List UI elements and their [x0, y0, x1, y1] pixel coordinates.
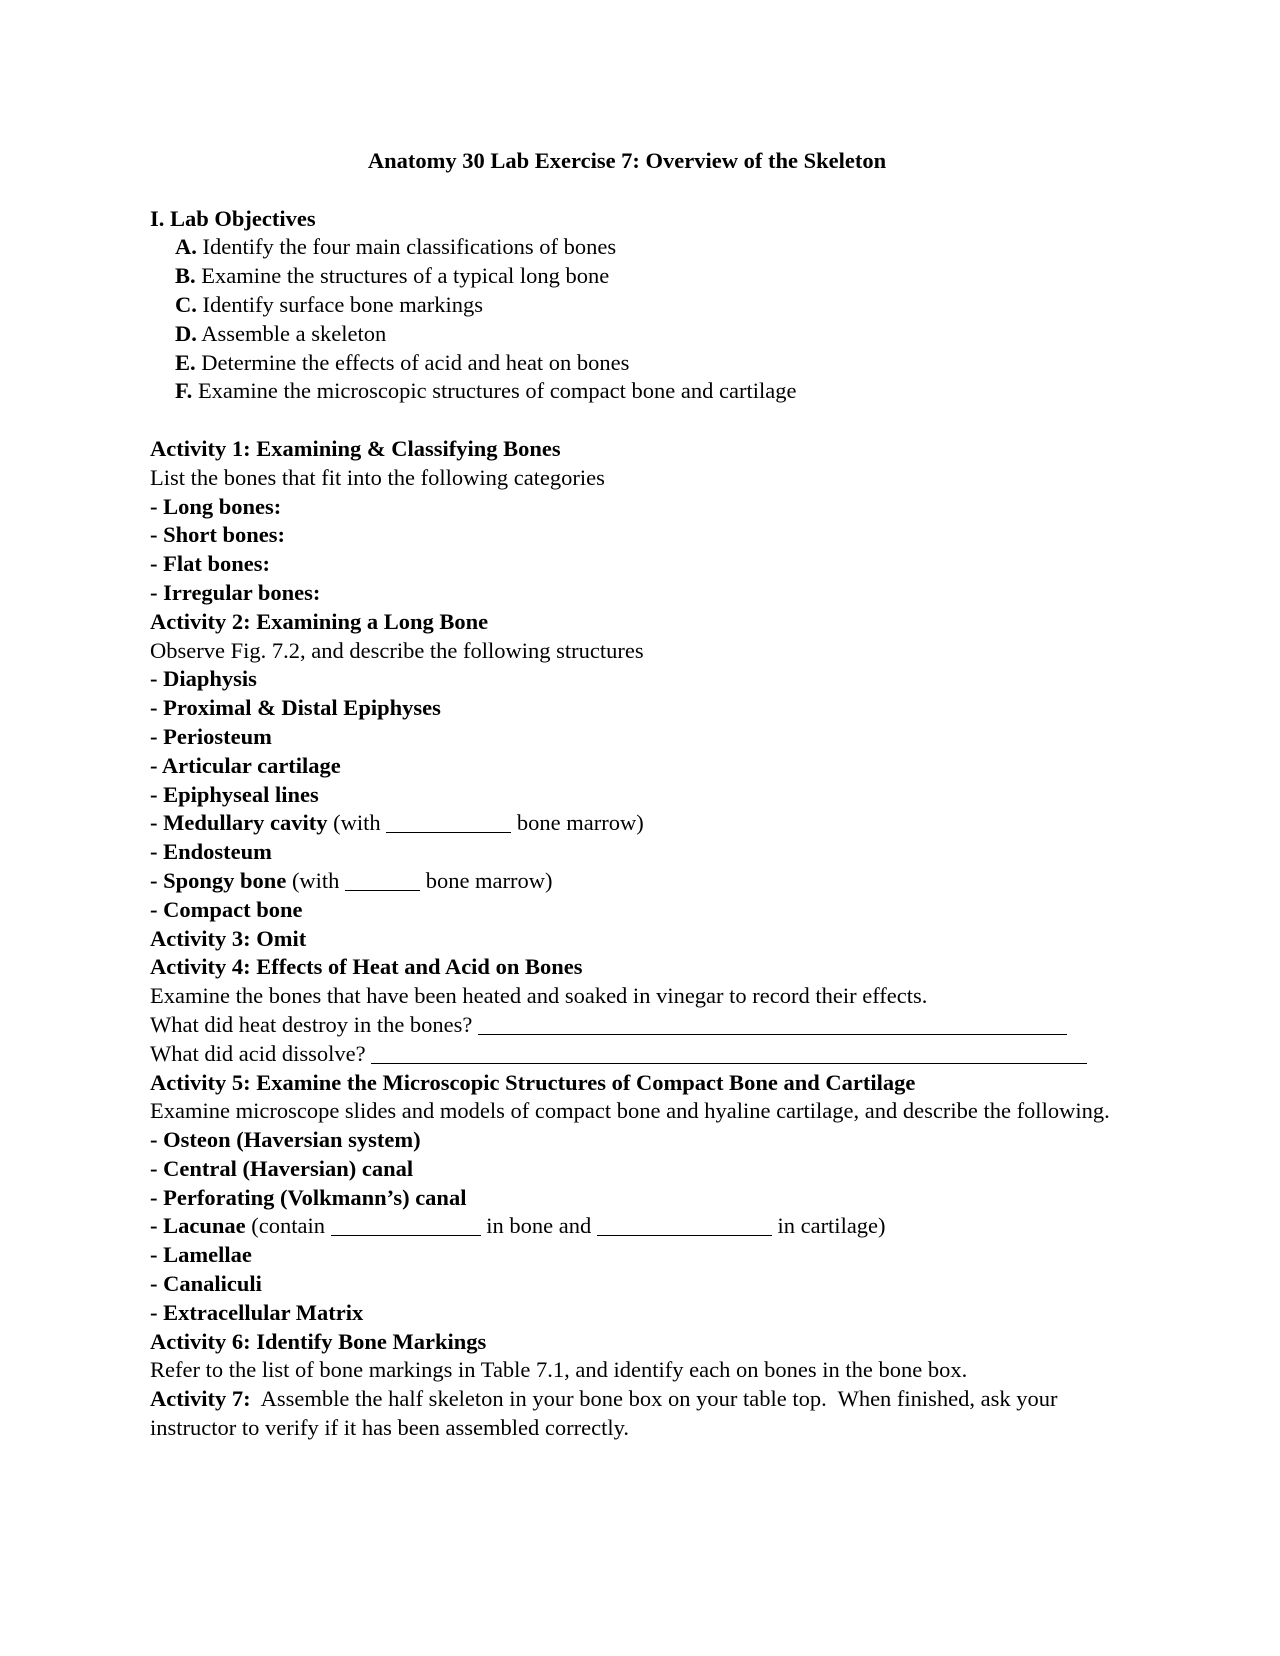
document-page: [150, 147, 1130, 1443]
activity6-heading: Activity 6: Identify Bone Markings: [150, 1328, 487, 1354]
objective-item: E. Determine the effects of acid and heat on bones: [175, 349, 630, 375]
objectives-heading: I. Lab Objectives: [150, 205, 316, 231]
list-item: - Proximal & Distal Epiphyses: [150, 695, 441, 721]
activity2-intro: Observe Fig. 7.2, and describe the following structures: [150, 637, 644, 663]
list-item: - Extracellular Matrix: [150, 1299, 364, 1325]
activity2-heading: Activity 2: Examining a Long Bone: [150, 608, 489, 634]
list-item: - Diaphysis: [150, 666, 257, 692]
list-item: - Short bones:: [150, 522, 286, 548]
list-item: - Perforating (Volkmann’s) canal: [150, 1184, 467, 1210]
heat-answer-blank[interactable]: [478, 1012, 1067, 1035]
list-item: - Osteon (Haversian system): [150, 1127, 421, 1153]
activity6-intro: Refer to the list of bone markings in Table 7.1, and identify each on bones in the bone box.: [150, 1357, 968, 1383]
activity1-heading: Activity 1: Examining & Classifying Bones: [150, 435, 561, 461]
acid-answer-blank[interactable]: [371, 1041, 1087, 1064]
list-item: - Compact bone: [150, 896, 303, 922]
list-item: - Lamellae: [150, 1242, 252, 1268]
activity4-heading: Activity 4: Effects of Heat and Acid on Bones: [150, 954, 583, 980]
list-item: - Lacunae (contain in bone and in cartilage): [150, 1213, 886, 1239]
activity7-paragraph: Activity 7: Assemble the half skeleton in your bone box on your table top. When finished, ask your instructor to verify if it has been assembled correctly.: [150, 1386, 1064, 1441]
list-item: - Epiphyseal lines: [150, 781, 319, 807]
list-item: - Articular cartilage: [150, 752, 341, 778]
list-item: - Medullary cavity (with bone marrow): [150, 810, 644, 836]
acid-question: What did acid dissolve?: [150, 1040, 1130, 1069]
spongy-blank[interactable]: [345, 868, 420, 891]
activity5-intro: Examine microscope slides and models of compact bone and hyaline cartilage, and describe the following.: [150, 1098, 1110, 1124]
list-item: - Flat bones:: [150, 551, 270, 577]
activity1-intro: List the bones that fit into the following categories: [150, 464, 605, 490]
heat-question: What did heat destroy in the bones?: [150, 1011, 1130, 1040]
objective-item: B. Examine the structures of a typical long bone: [175, 263, 610, 289]
list-item: - Periosteum: [150, 723, 272, 749]
list-item: - Endosteum: [150, 839, 272, 865]
medullary-blank[interactable]: [386, 810, 511, 833]
list-item: - Irregular bones:: [150, 579, 321, 605]
list-item: - Spongy bone (with bone marrow): [150, 867, 553, 893]
list-item: - Long bones:: [150, 493, 282, 519]
lacunae-bone-blank[interactable]: [331, 1213, 481, 1236]
objective-item: C. Identify surface bone markings: [175, 291, 484, 317]
activity4-intro: Examine the bones that have been heated and soaked in vinegar to record their effects.: [150, 983, 928, 1009]
page-title: Anatomy 30 Lab Exercise 7: Overview of the Skeleton: [367, 148, 887, 173]
objective-item: A. Identify the four main classifications of bones: [175, 234, 617, 260]
list-item: - Central (Haversian) canal: [150, 1155, 414, 1181]
list-item: - Canaliculi: [150, 1271, 262, 1297]
objective-item: F. Examine the microscopic structures of compact bone and cartilage: [175, 378, 797, 404]
objective-item: D. Assemble a skeleton: [175, 320, 387, 346]
lacunae-cartilage-blank[interactable]: [597, 1213, 772, 1236]
activity5-heading: Activity 5: Examine the Microscopic Structures of Compact Bone and Cartilage: [150, 1069, 916, 1095]
activity3-heading: Activity 3: Omit: [150, 925, 307, 951]
